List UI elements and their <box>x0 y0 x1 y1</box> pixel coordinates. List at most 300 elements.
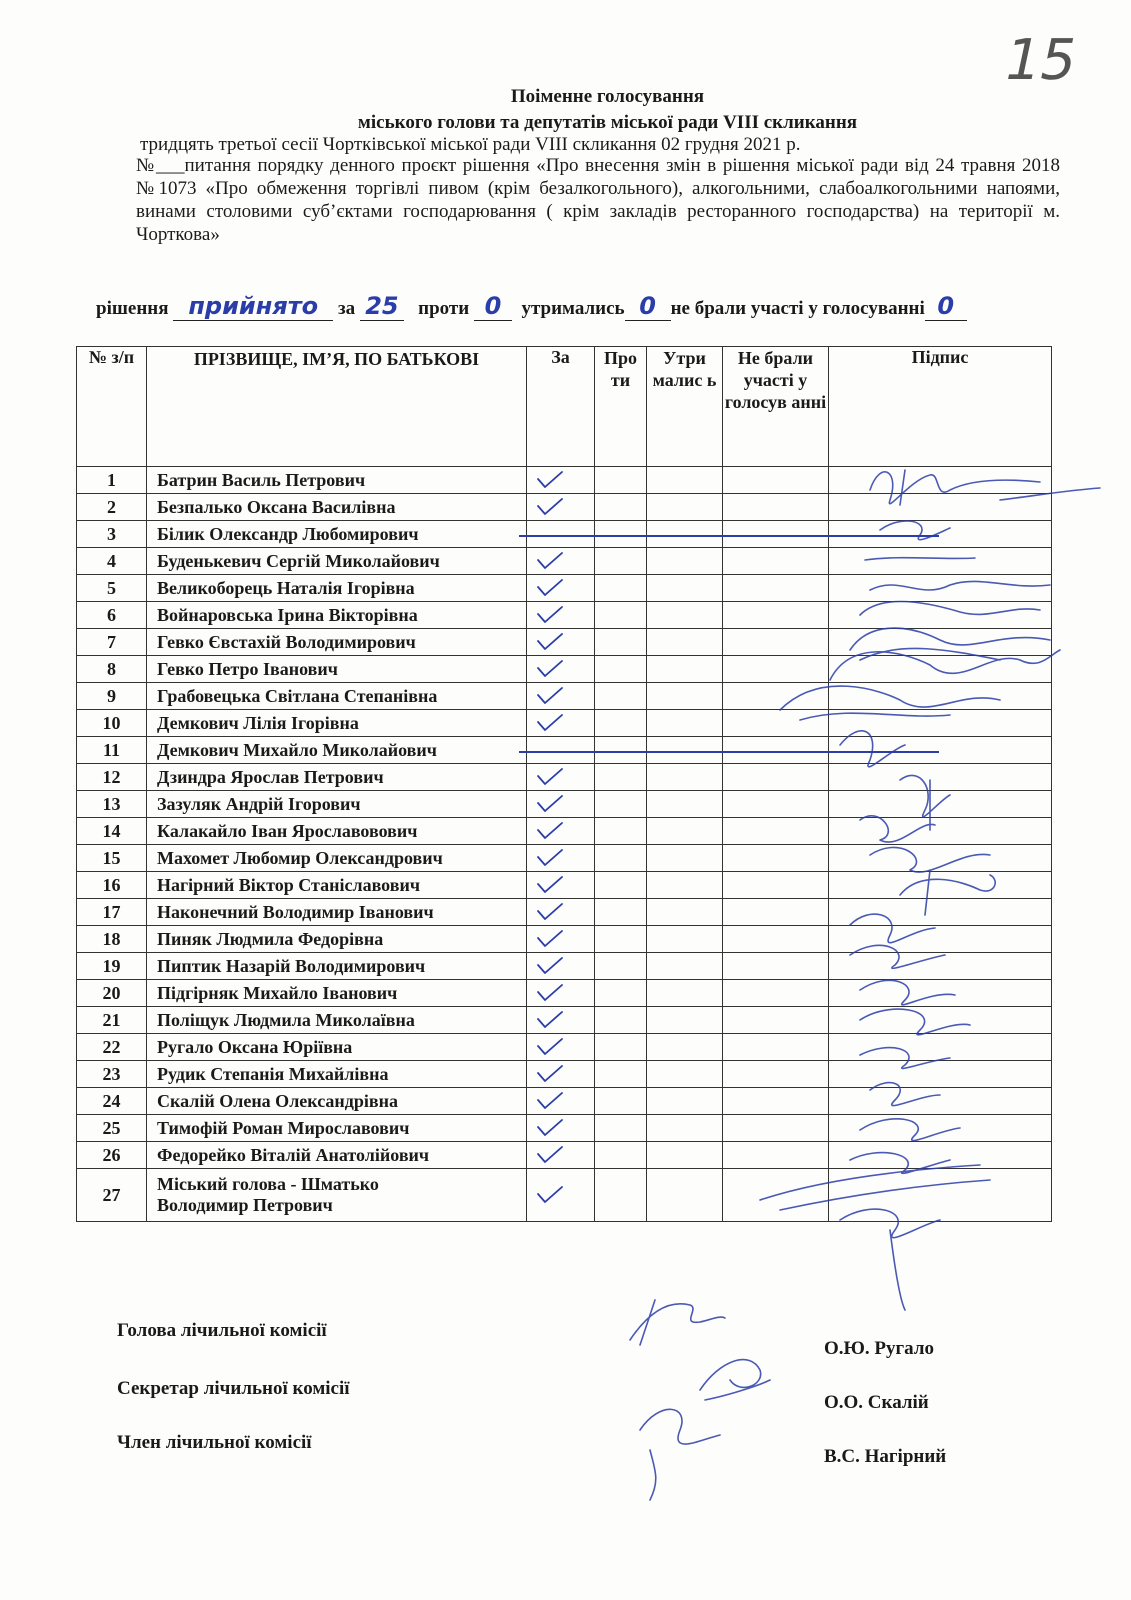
table-row <box>77 602 1052 629</box>
table-row <box>77 710 1052 737</box>
checkmark-icon <box>535 632 565 652</box>
checkmark-icon <box>535 1185 565 1205</box>
checkmark-icon <box>535 605 565 625</box>
vote-not-voting-cell <box>723 737 829 764</box>
checkmark-icon <box>535 929 565 949</box>
vote-abstained-cell <box>647 602 723 629</box>
signature-23 <box>840 1209 940 1310</box>
deputy-name: Наконечний Володимир Іванович <box>157 901 434 922</box>
commission-name-2: О.О. Скалій <box>824 1392 929 1413</box>
deputy-name: Підгірняк Михайло Іванович <box>157 982 398 1003</box>
vote-against-cell <box>595 845 647 872</box>
signature-secretary <box>700 1360 770 1400</box>
vote-not-voting-cell <box>723 656 829 683</box>
vote-not-voting-cell <box>723 1061 829 1088</box>
deputy-name-cell <box>147 656 527 683</box>
deputy-name: Міський голова - Шматько <box>157 1174 379 1194</box>
vote-not-voting-cell <box>723 1115 829 1142</box>
signature-cell <box>829 1034 1052 1061</box>
table-row <box>77 467 1052 494</box>
row-number: 14 <box>77 818 147 845</box>
vote-abstained-cell <box>647 575 723 602</box>
row-number: 27 <box>77 1169 147 1222</box>
row-number: 21 <box>77 1007 147 1034</box>
vote-not-voting-cell <box>723 845 829 872</box>
deputy-name: Гевко Євстахій Володимирович <box>157 631 416 652</box>
deputy-name: Поліщук Людмила Миколаївна <box>157 1009 415 1030</box>
vote-not-voting-cell <box>723 899 829 926</box>
deputy-name: Рудик Степанія Михайлівна <box>157 1063 389 1084</box>
signature-cell <box>829 575 1052 602</box>
vote-against-cell <box>595 467 647 494</box>
table-header-row <box>77 347 1052 467</box>
signature-cell <box>829 1142 1052 1169</box>
deputy-name-cell <box>147 818 527 845</box>
checkmark-icon <box>535 1145 565 1165</box>
vote-abstained-cell <box>647 980 723 1007</box>
deputy-name-cell <box>147 467 527 494</box>
for-value: 25 <box>365 292 399 320</box>
vote-for-cell <box>527 1088 595 1115</box>
checkmark-icon <box>535 1091 565 1111</box>
decision-value: прийнято <box>188 292 319 320</box>
signature-cell <box>829 1061 1052 1088</box>
signature-cell <box>829 521 1052 548</box>
row-number: 2 <box>77 494 147 521</box>
deputy-name-cell <box>147 737 527 764</box>
table-row <box>77 845 1052 872</box>
vote-for-cell <box>527 845 595 872</box>
checkmark-icon <box>535 1037 565 1057</box>
decision-line <box>96 292 967 321</box>
vote-not-voting-cell <box>723 872 829 899</box>
vote-not-voting-cell <box>723 980 829 1007</box>
vote-against-cell <box>595 521 647 548</box>
checkmark-icon <box>535 848 565 868</box>
signature-cell <box>829 845 1052 872</box>
vote-against-cell <box>595 926 647 953</box>
vote-for-cell <box>527 494 595 521</box>
deputy-name: Тимофій Роман Мирославович <box>157 1117 410 1138</box>
header-num: № з/п <box>77 347 147 467</box>
vote-for-cell <box>527 467 595 494</box>
deputy-name-cell <box>147 953 527 980</box>
signature-cell <box>829 872 1052 899</box>
vote-not-voting-cell <box>723 1088 829 1115</box>
signature-cell <box>829 467 1052 494</box>
deputy-name-cell <box>147 764 527 791</box>
signature-cell <box>829 926 1052 953</box>
session-line: тридцять третьої сесії Чортківської міської ради VIII скликання 02 грудня 2021 р. <box>140 134 801 155</box>
vote-for-cell <box>527 818 595 845</box>
vote-against-cell <box>595 1169 647 1222</box>
deputy-name-cell <box>147 872 527 899</box>
vote-abstained-cell <box>647 1034 723 1061</box>
vote-abstained-cell <box>647 548 723 575</box>
deputy-name: Пиптик Назарій Володимирович <box>157 955 426 976</box>
vote-not-voting-cell <box>723 494 829 521</box>
vote-against-cell <box>595 656 647 683</box>
vote-against-cell <box>595 1007 647 1034</box>
vote-for-cell <box>527 1169 595 1222</box>
against-label: проти <box>418 298 470 319</box>
deputy-name-cell <box>147 1169 527 1222</box>
signature-cell <box>829 683 1052 710</box>
vote-not-voting-cell <box>723 1169 829 1222</box>
row-number: 6 <box>77 602 147 629</box>
checkmark-icon <box>535 686 565 706</box>
checkmark-icon <box>535 983 565 1003</box>
vote-for-cell <box>527 1034 595 1061</box>
vote-for-cell <box>527 602 595 629</box>
deputy-name: Зазуляк Андрій Ігорович <box>157 793 361 814</box>
vote-against-cell <box>595 872 647 899</box>
vote-for-cell <box>527 629 595 656</box>
table-row <box>77 1169 1052 1222</box>
row-number: 7 <box>77 629 147 656</box>
deputy-name: Грабовецька Світлана Степанівна <box>157 685 438 706</box>
vote-against-cell <box>595 1142 647 1169</box>
decision-label: рішення <box>96 298 169 319</box>
vote-not-voting-cell <box>723 818 829 845</box>
header-against: Про ти <box>595 347 647 467</box>
signature-cell <box>829 953 1052 980</box>
deputy-name-cell <box>147 899 527 926</box>
deputy-name-cell <box>147 1007 527 1034</box>
deputy-name: Скалій Олена Олександрівна <box>157 1090 398 1111</box>
deputy-name: Калакайло Іван Ярославовович <box>157 820 418 841</box>
signature-cell <box>829 656 1052 683</box>
deputy-name: Буденькевич Сергій Миколайович <box>157 550 440 571</box>
vote-not-voting-cell <box>723 683 829 710</box>
vote-not-voting-cell <box>723 764 829 791</box>
table-row <box>77 521 1052 548</box>
deputy-name-cell <box>147 548 527 575</box>
vote-abstained-cell <box>647 953 723 980</box>
deputy-name: Войнаровська Ірина Вікторівна <box>157 604 418 625</box>
checkmark-icon <box>535 956 565 976</box>
vote-not-voting-cell <box>723 575 829 602</box>
document-subtitle: міського голови та депутатів міської ради VIII скликання <box>357 112 858 133</box>
row-number: 18 <box>77 926 147 953</box>
abstained-blank <box>625 292 671 321</box>
vote-against-cell <box>595 980 647 1007</box>
for-blank <box>360 292 404 321</box>
deputy-name-cell <box>147 1061 527 1088</box>
table-row <box>77 1061 1052 1088</box>
table-body <box>77 467 1052 1222</box>
vote-abstained-cell <box>647 1061 723 1088</box>
table-row <box>77 818 1052 845</box>
table-row <box>77 1088 1052 1115</box>
table-row <box>77 1142 1052 1169</box>
vote-for-cell <box>527 764 595 791</box>
checkmark-icon <box>535 875 565 895</box>
deputy-name-cell <box>147 1088 527 1115</box>
vote-abstained-cell <box>647 494 723 521</box>
vote-against-cell <box>595 575 647 602</box>
vote-abstained-cell <box>647 1142 723 1169</box>
vote-against-cell <box>595 818 647 845</box>
deputy-name: Нагірний Віктор Станіславович <box>157 874 420 895</box>
row-number: 11 <box>77 737 147 764</box>
vote-for-cell <box>527 1115 595 1142</box>
vote-abstained-cell <box>647 818 723 845</box>
signature-cell <box>829 1007 1052 1034</box>
row-number: 3 <box>77 521 147 548</box>
vote-against-cell <box>595 764 647 791</box>
vote-against-cell <box>595 953 647 980</box>
table-row <box>77 575 1052 602</box>
vote-abstained-cell <box>647 872 723 899</box>
deputy-name-cell <box>147 494 527 521</box>
not-voting-blank <box>925 292 967 321</box>
deputy-name-cell <box>147 1115 527 1142</box>
table-row <box>77 548 1052 575</box>
table-row <box>77 980 1052 1007</box>
deputy-name: Гевко Петро Іванович <box>157 658 338 679</box>
against-blank <box>474 292 512 321</box>
row-number: 5 <box>77 575 147 602</box>
vote-abstained-cell <box>647 764 723 791</box>
row-number: 9 <box>77 683 147 710</box>
for-label: за <box>338 298 356 319</box>
checkmark-icon <box>535 1010 565 1030</box>
vote-against-cell <box>595 1061 647 1088</box>
table-row <box>77 953 1052 980</box>
table-row <box>77 791 1052 818</box>
deputy-name-cell <box>147 683 527 710</box>
vote-for-cell <box>527 1007 595 1034</box>
against-value: 0 <box>484 292 502 320</box>
deputy-name: Демкович Лілія Ігорівна <box>157 712 359 733</box>
deputy-name-cell <box>147 575 527 602</box>
deputy-name: Махомет Любомир Олександрович <box>157 847 443 868</box>
table-row <box>77 899 1052 926</box>
checkmark-icon <box>535 794 565 814</box>
deputy-name: Безпалько Оксана Василівна <box>157 496 396 517</box>
vote-abstained-cell <box>647 1007 723 1034</box>
table-row <box>77 1034 1052 1061</box>
row-number: 17 <box>77 899 147 926</box>
row-number: 4 <box>77 548 147 575</box>
vote-abstained-cell <box>647 521 723 548</box>
checkmark-icon <box>535 902 565 922</box>
vote-abstained-cell <box>647 1115 723 1142</box>
vote-abstained-cell <box>647 791 723 818</box>
vote-for-cell <box>527 737 595 764</box>
vote-for-cell <box>527 1142 595 1169</box>
table-row <box>77 656 1052 683</box>
signature-cell <box>829 1169 1052 1222</box>
vote-for-cell <box>527 791 595 818</box>
table-row <box>77 629 1052 656</box>
checkmark-icon <box>535 821 565 841</box>
row-number: 10 <box>77 710 147 737</box>
header-name: ПРІЗВИЩЕ, ІМ’Я, ПО БАТЬКОВІ <box>147 347 527 467</box>
signature-cell <box>829 791 1052 818</box>
deputy-name-cell <box>147 1142 527 1169</box>
checkmark-icon <box>535 713 565 733</box>
vote-for-cell <box>527 926 595 953</box>
deputy-name-cell <box>147 710 527 737</box>
vote-for-cell <box>527 1061 595 1088</box>
commission-name-3: В.С. Нагірний <box>824 1446 947 1467</box>
table-row <box>77 1007 1052 1034</box>
abstained-label: утримались <box>521 298 625 319</box>
row-number: 22 <box>77 1034 147 1061</box>
vote-not-voting-cell <box>723 548 829 575</box>
signature-cell <box>829 737 1052 764</box>
vote-not-voting-cell <box>723 521 829 548</box>
vote-not-voting-cell <box>723 926 829 953</box>
abstained-value: 0 <box>639 292 656 320</box>
checkmark-icon <box>535 767 565 787</box>
deputy-name-cell <box>147 980 527 1007</box>
signature-cell <box>829 818 1052 845</box>
deputy-name: Демкович Михайло Миколайович <box>157 739 437 760</box>
header-not-voting: Не брали участі у голосув анні <box>723 347 829 467</box>
vote-for-cell <box>527 548 595 575</box>
vote-abstained-cell <box>647 467 723 494</box>
absent-dash-line <box>519 751 939 753</box>
vote-abstained-cell <box>647 737 723 764</box>
vote-against-cell <box>595 899 647 926</box>
checkmark-icon <box>535 551 565 571</box>
table-row <box>77 872 1052 899</box>
deputy-name: Федорейко Віталій Анатолійович <box>157 1144 430 1165</box>
vote-not-voting-cell <box>723 1142 829 1169</box>
deputy-name-cell <box>147 791 527 818</box>
checkmark-icon <box>535 1064 565 1084</box>
signature-cell <box>829 764 1052 791</box>
row-number: 26 <box>77 1142 147 1169</box>
vote-for-cell <box>527 683 595 710</box>
table-row <box>77 494 1052 521</box>
vote-not-voting-cell <box>723 1007 829 1034</box>
not-voting-label: не брали участі у голосуванні <box>670 298 925 319</box>
checkmark-icon <box>535 659 565 679</box>
deputy-name-cell <box>147 1034 527 1061</box>
signature-cell <box>829 899 1052 926</box>
vote-against-cell <box>595 1115 647 1142</box>
vote-abstained-cell <box>647 926 723 953</box>
deputy-name: Пиняк Людмила Федорівна <box>157 928 384 949</box>
signature-cell <box>829 629 1052 656</box>
deputy-name-line2: Володимир Петрович <box>157 1195 333 1215</box>
vote-for-cell <box>527 899 595 926</box>
signature-cell <box>829 548 1052 575</box>
vote-against-cell <box>595 737 647 764</box>
vote-abstained-cell <box>647 845 723 872</box>
vote-for-cell <box>527 953 595 980</box>
signature-member <box>640 1409 720 1500</box>
header-for: За <box>527 347 595 467</box>
vote-for-cell <box>527 521 595 548</box>
row-number: 13 <box>77 791 147 818</box>
vote-abstained-cell <box>647 899 723 926</box>
vote-not-voting-cell <box>723 602 829 629</box>
row-number: 25 <box>77 1115 147 1142</box>
vote-not-voting-cell <box>723 1034 829 1061</box>
table-row <box>77 926 1052 953</box>
voting-table <box>76 346 1052 1222</box>
signature-cell <box>829 710 1052 737</box>
deputy-name-cell <box>147 845 527 872</box>
row-number: 16 <box>77 872 147 899</box>
vote-against-cell <box>595 494 647 521</box>
decision-blank <box>173 292 333 321</box>
header-abstained: Утри малис ь <box>647 347 723 467</box>
signature-cell <box>829 1088 1052 1115</box>
commission-name-1: О.Ю. Ругало <box>824 1338 934 1359</box>
absent-dash-line <box>519 535 939 537</box>
vote-not-voting-cell <box>723 953 829 980</box>
vote-abstained-cell <box>647 629 723 656</box>
vote-for-cell <box>527 575 595 602</box>
table-row <box>77 683 1052 710</box>
row-number: 12 <box>77 764 147 791</box>
vote-not-voting-cell <box>723 710 829 737</box>
checkmark-icon <box>535 1118 565 1138</box>
vote-against-cell <box>595 1034 647 1061</box>
signature-cell <box>829 980 1052 1007</box>
row-number: 15 <box>77 845 147 872</box>
vote-for-cell <box>527 656 595 683</box>
vote-against-cell <box>595 1088 647 1115</box>
document-title: Поіменне голосування <box>510 86 705 107</box>
row-number: 24 <box>77 1088 147 1115</box>
vote-against-cell <box>595 548 647 575</box>
row-number: 1 <box>77 467 147 494</box>
vote-against-cell <box>595 602 647 629</box>
deputy-name-cell <box>147 521 527 548</box>
page-number: 15 <box>998 28 1084 93</box>
table-row <box>77 737 1052 764</box>
table-row <box>77 1115 1052 1142</box>
deputy-name: Ругало Оксана Юріївна <box>157 1036 353 1057</box>
signature-cell <box>829 1115 1052 1142</box>
vote-against-cell <box>595 710 647 737</box>
deputy-name-cell <box>147 602 527 629</box>
deputy-name: Великоборець Наталія Ігорівна <box>157 577 415 598</box>
vote-abstained-cell <box>647 656 723 683</box>
commission-role-2: Секретар лічильної комісії <box>117 1378 350 1399</box>
vote-against-cell <box>595 791 647 818</box>
signature-chair <box>630 1300 725 1345</box>
checkmark-icon <box>535 578 565 598</box>
not-voting-value: 0 <box>937 292 955 320</box>
vote-abstained-cell <box>647 710 723 737</box>
checkmark-icon <box>535 470 565 490</box>
deputy-name-cell <box>147 629 527 656</box>
vote-abstained-cell <box>647 683 723 710</box>
vote-for-cell <box>527 872 595 899</box>
header-signature: Підпис <box>829 347 1052 467</box>
row-number: 19 <box>77 953 147 980</box>
signature-cell <box>829 494 1052 521</box>
vote-not-voting-cell <box>723 791 829 818</box>
vote-abstained-cell <box>647 1169 723 1222</box>
row-number: 23 <box>77 1061 147 1088</box>
deputy-name: Дзиндра Ярослав Петрович <box>157 766 384 787</box>
row-number: 20 <box>77 980 147 1007</box>
vote-abstained-cell <box>647 1088 723 1115</box>
deputy-name-cell <box>147 926 527 953</box>
vote-not-voting-cell <box>723 467 829 494</box>
vote-against-cell <box>595 629 647 656</box>
vote-against-cell <box>595 683 647 710</box>
